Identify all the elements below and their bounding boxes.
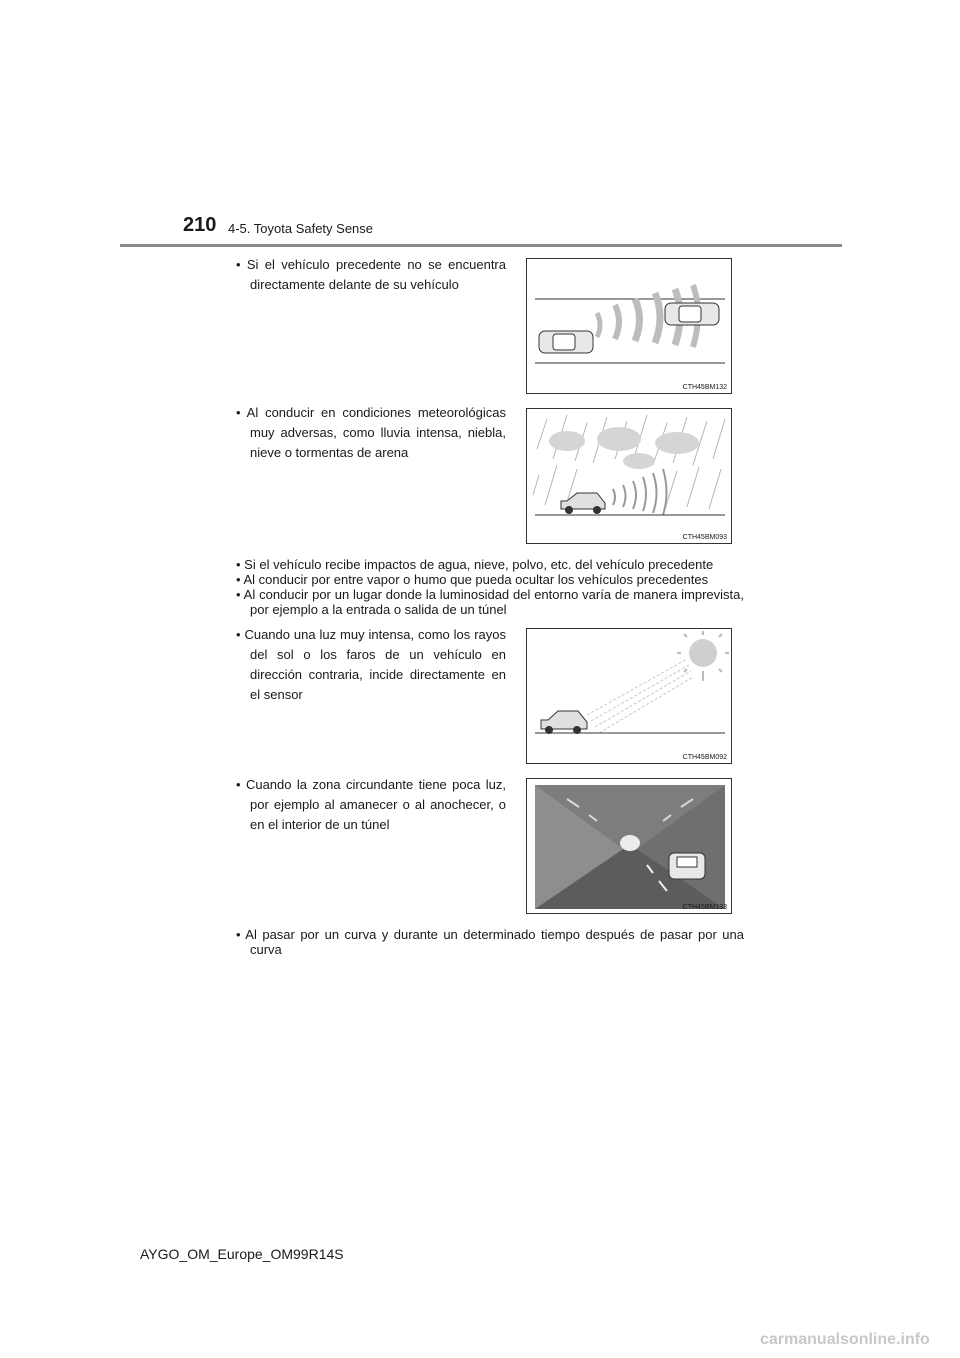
figure-tunnel <box>526 778 732 914</box>
header-divider <box>120 244 842 247</box>
bad-weather-illustration <box>527 409 733 545</box>
figure-code: CTH45BM093 <box>682 534 727 541</box>
section-title: 4-5. Toyota Safety Sense <box>228 221 374 236</box>
figure-sun-glare <box>526 628 732 764</box>
figure-code: CTH45BM133 <box>682 904 727 911</box>
bullet-steam-smoke: • Al conducir por entre vapor o humo que pueda ocultar los vehículos precedentes <box>236 572 709 587</box>
bullet-intense-light: • Cuando una luz muy intensa, como los rayos del sol o los faros de un vehículo en dirección contraria, incide directamente en el sensor <box>236 627 506 702</box>
figure-code: CTH45BM132 <box>682 384 727 391</box>
page-number: 210 <box>183 214 217 236</box>
figure-offset-vehicle <box>526 258 732 394</box>
watermark: carmanualsonline.info <box>760 1331 930 1348</box>
bullet-adverse-weather: • Al conducir en condiciones meteorológicas muy adversas, como lluvia intensa, niebla, nieve o tormentas de arena <box>236 405 506 460</box>
figure-bad-weather <box>526 408 732 544</box>
bullet-vehicle-not-ahead: • Si el vehículo precedente no se encuentra directamente delante de su vehículo <box>236 257 506 292</box>
figure-code: CTH45BM092 <box>682 754 727 761</box>
bullet-water-impact: • Si el vehículo recibe impactos de agua, nieve, polvo, etc. del vehículo precedente <box>236 557 714 572</box>
tunnel-illustration <box>527 779 733 915</box>
bullet-low-light: • Cuando la zona circundante tiene poca luz, por ejemplo al amanecer o al anochecer, o en el interior de un túnel <box>236 777 506 832</box>
offset-vehicle-illustration <box>527 259 733 395</box>
bullet-curve: • Al pasar por un curva y durante un determinado tiempo después de pasar por una curva <box>236 927 744 957</box>
footer-manual-id: AYGO_OM_Europe_OM99R14S <box>140 1246 344 1262</box>
sun-glare-illustration <box>527 629 733 765</box>
bullet-brightness-change: • Al conducir por un lugar donde la luminosidad del entorno varía de manera imprevista, por ejemplo a la entrada o salida de un túnel <box>236 587 744 617</box>
